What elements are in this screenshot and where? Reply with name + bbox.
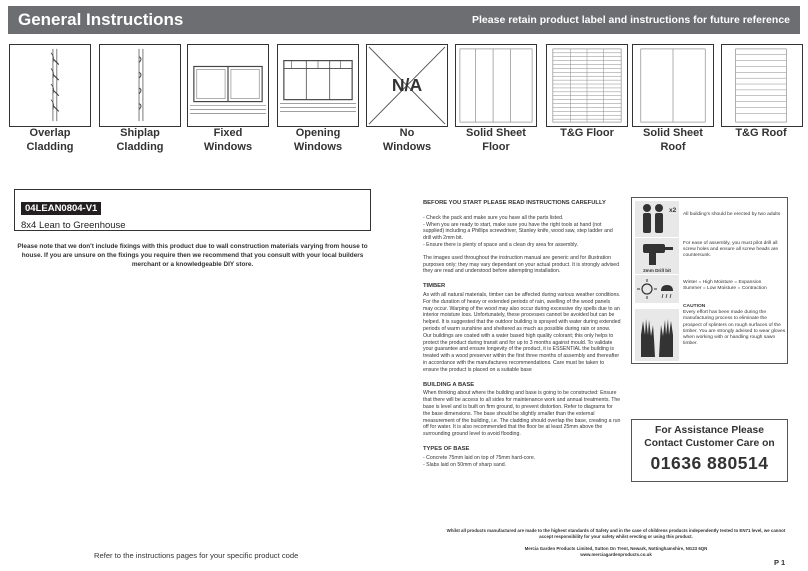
assist-line-1: For Assistance Please [655,425,764,436]
instructions-reference: Refer to the instructions pages for your specific product code [94,551,299,560]
images-note: The images used throughout the instruction manual are generic and for illustration purposes only; they may vary dependant on your actual product. It is strongly advised they are read and understood before attempting installation. [423,254,620,275]
tile-label: Overlap Cladding [26,127,74,153]
page-header [8,6,800,34]
fixed-window-icon [187,44,269,127]
types-line: - Concrete 75mm laid on top of 75mm hard-core. [423,454,536,461]
tile-label: Opening Windows [293,127,343,153]
tg-floor-icon [546,44,628,127]
timber-paragraph: Our buildings are coated with a water based high quality colorant; this only helps to protect the product during transit and for up to 3 months against mould. To validate your guarantee and ensure longevity of the product, it is ESSENTIAL the building is treated with a wood preserver within the first three months of assembly and thereafter in accordance with the manufactures recommendations. Care must be taken to ensure the product is placed on a suitable base [423,332,620,373]
gloves-icon [635,309,679,361]
tg-roof-icon [721,44,803,127]
fixings-note: Please note that we don't include fixings with this product due to wall construction materials varying from house to house. If you are unsure on the fixings you require then we recommend that you consult with your local builders merchant or a knowledgeable DIY store. [17,243,368,268]
tile-label: Solid Sheet Floor [466,127,526,153]
tile-label: Solid Sheet Roof [643,127,703,153]
no-window-icon [366,44,448,127]
assist-line-2: Contact Customer Care on [644,438,775,449]
na-overlay: N/A [391,74,423,95]
caution-text: Every effort has been made during the manufacturing process to eliminate the prospect of splinters on rough surfaces of the timber. You are strongly advised to wear gloves when working with or handling rough sawn timber. [683,310,786,347]
safety-icons-panel [631,197,788,364]
product-name: 8x4 Lean to Greenhouse [21,220,126,231]
product-code: 04LEAN0804-V1 [21,202,101,215]
types-line: - Slabs laid on 50mm of sharp sand. [423,461,507,468]
instructions-column [423,200,621,476]
company-info [440,546,792,558]
two-people-icon [635,201,679,237]
people-text: All building's should be erected by two adults [683,212,781,217]
drill-caption: 2mm Drill bit [643,268,671,273]
before-line: - Ensure there is plenty of space and a clean dry area for assembly. [423,241,579,248]
shiplap-cladding-icon [99,44,181,127]
base-heading: BUILDING A BASE [423,381,475,388]
opening-window-icon [277,44,359,127]
tile-label: No Windows [382,127,432,153]
customer-care-phone: 01636 880514 [650,453,769,473]
overlap-cladding-icon [9,44,91,127]
header-note: Please retain product label and instructions for future reference [472,14,790,26]
weather-text: Winter = High Moisture = Expansion Summer = Low Moisture = Contraction [683,280,767,292]
caution-heading: CAUTION [683,304,706,309]
page-title: General Instructions [18,10,184,29]
before-line: - Check the pack and make sure you have all the parts listed. [423,214,564,221]
tile-label: Fixed Windows [203,127,253,153]
before-heading: BEFORE YOU START PLEASE READ INSTRUCTIONS CAREFULLY [423,200,606,206]
solid-sheet-roof-icon [632,44,714,127]
drill-text: For ease of assembly, you must pilot drill all screw holes and ensure all screw heads are countersunk. [683,241,779,259]
caution-block [683,304,787,347]
base-paragraph: When thinking about where the building and base is going to be constructed: Ensure that there will be access to all sides for maintenance work and annual treatments. The base is level and is built on firm ground, to prevent distortion. Refer to diagrams for the base dimensions. The base should be slightly smaller than the external measurement of the building, i.e. The cladding should overlap the base, creating a run off for water. It is also recommended that the floor be at least 25mm above the surrounding ground level to avoid flooding. [423,390,621,438]
timber-paragraph: As with all natural materials, timber can be affected during various weather conditions. For the duration of heavy or extended periods of rain, swelling of the wood panels may occur. Warping of the wood may also occur during excessive dry spells due to an interior moisture loss. Unfortunately, these processes cannot be avoided but can be helped. It is suggested that the outdoor building is sprayed with water during extended periods of warm sunshine and sheltered as much as possible during rain or snow. [423,291,621,332]
types-heading: TYPES OF BASE [423,445,470,452]
before-line: - When you are ready to start, make sure you have the right tools at hand (not supplied) including a Phillips screwdriver, Stanley knife, wood saw, step ladder and drill with 2mm bit. [423,221,613,242]
weather-icon [635,275,679,303]
people-multiplier: x2 [669,207,677,214]
tile-label: T&G Roof [735,127,787,139]
product-label-box [14,189,371,231]
customer-care-box [631,419,788,482]
construction-options [9,44,801,156]
solid-sheet-floor-icon [455,44,537,127]
company-website: www.merciagardenproducts.co.uk [580,552,652,557]
timber-heading: TIMBER [423,283,446,290]
drill-icon [635,238,679,274]
tile-label: T&G Floor [560,127,614,139]
company-address: Mercia Garden Products Limited, Sutton On Trent, Newark, Nottinghamshire, NG23 6QN [524,546,708,551]
safety-disclaimer: Whilst all products manufactured are made to the highest standards of Safety and in the case of childrens products independently tested to EN71 level, we cannot accept responsibility for your safety whilst erecting or using this product. [446,528,786,539]
tile-label: Shiplap Cladding [116,127,164,153]
page-number: P 1 [774,558,786,567]
